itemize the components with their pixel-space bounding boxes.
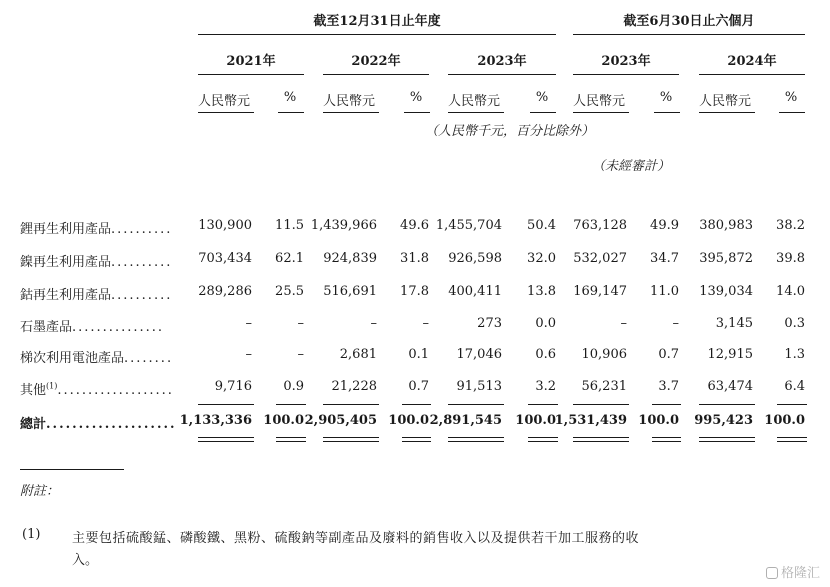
total-double-rule bbox=[699, 437, 755, 438]
note-text-line2: 入。 bbox=[72, 553, 99, 568]
cell-percent: 3.2 bbox=[535, 379, 556, 394]
total-top-rule bbox=[699, 404, 755, 405]
cell-percent: 6.4 bbox=[784, 379, 805, 394]
cell-percent: 39.8 bbox=[776, 251, 805, 266]
total-double-rule bbox=[276, 441, 306, 442]
cell-amount: 924,839 bbox=[323, 251, 377, 266]
year-underline bbox=[448, 74, 556, 75]
unit-underline bbox=[573, 112, 629, 113]
footnote-marker: (1) bbox=[46, 381, 58, 391]
total-top-rule bbox=[198, 404, 254, 405]
year-underline bbox=[699, 74, 805, 75]
unit-underline bbox=[323, 112, 379, 113]
unaudited-note: （未經審計） bbox=[592, 159, 671, 174]
cell-amount: 532,027 bbox=[573, 251, 627, 266]
cell-amount: 273 bbox=[477, 316, 502, 331]
row-label bbox=[20, 347, 173, 366]
total-top-rule bbox=[777, 404, 807, 405]
cell-amount: 3,145 bbox=[715, 316, 753, 331]
total-double-rule bbox=[402, 441, 431, 442]
cell-amount: 12,915 bbox=[707, 347, 753, 362]
year-header-2024-h1: 2024年 bbox=[727, 54, 777, 69]
note-number: (1) bbox=[22, 527, 41, 542]
cell-percent: 0.1 bbox=[408, 347, 429, 362]
leader-dots: .......... bbox=[111, 222, 173, 237]
leader-dots: .................... bbox=[46, 417, 177, 432]
cell-percent: 62.1 bbox=[275, 251, 304, 266]
row-label-text: 石墨產品 bbox=[20, 320, 73, 335]
unit-header-rmb: 人民幣元 bbox=[448, 94, 501, 109]
year-underline bbox=[573, 74, 679, 75]
row-label bbox=[20, 284, 172, 303]
cell-percent: 11.5 bbox=[275, 218, 304, 233]
total-double-rule bbox=[448, 437, 504, 438]
cell-amount: 139,034 bbox=[699, 284, 753, 299]
total-double-rule bbox=[323, 437, 379, 438]
cell-amount: 400,411 bbox=[448, 284, 502, 299]
total-row-label bbox=[20, 413, 177, 432]
cell-amount: – bbox=[620, 316, 627, 331]
cell-amount: 17,046 bbox=[456, 347, 502, 362]
total-double-rule bbox=[402, 437, 431, 438]
total-double-rule bbox=[448, 441, 504, 442]
cell-amount: 9,716 bbox=[214, 379, 252, 394]
unit-underline bbox=[654, 112, 680, 113]
total-double-rule bbox=[198, 441, 254, 442]
cell-percent: 49.6 bbox=[400, 218, 429, 233]
cell-percent: 100.0 bbox=[638, 413, 679, 428]
cell-percent: 31.8 bbox=[400, 251, 429, 266]
cell-amount: – bbox=[245, 347, 252, 362]
unit-header-percent: % bbox=[283, 90, 297, 105]
leader-dots: ............... bbox=[72, 320, 165, 335]
row-label bbox=[20, 379, 174, 398]
leader-dots: ................... bbox=[57, 383, 174, 398]
unit-header-percent: % bbox=[409, 90, 423, 105]
unit-underline bbox=[198, 112, 254, 113]
cell-amount: 2,681 bbox=[339, 347, 377, 362]
cell-percent: 100.0 bbox=[263, 413, 304, 428]
cell-percent: 1.3 bbox=[784, 347, 805, 362]
note-text-line1: 主要包括硫酸錳、磷酸鐵、黑粉、硫酸鈉等副產品及廢料的銷售收入以及提供若干加工服務的收 bbox=[72, 531, 640, 546]
cell-percent: 38.2 bbox=[776, 218, 805, 233]
notes-divider bbox=[20, 469, 124, 470]
cell-percent: 3.7 bbox=[658, 379, 679, 394]
cell-amount: 516,691 bbox=[323, 284, 377, 299]
cell-amount: 56,231 bbox=[581, 379, 627, 394]
total-top-rule bbox=[323, 404, 379, 405]
unit-header-percent: % bbox=[784, 90, 798, 105]
cell-amount: 380,983 bbox=[699, 218, 753, 233]
total-top-rule bbox=[276, 404, 306, 405]
total-double-rule bbox=[276, 437, 306, 438]
cell-amount: 169,147 bbox=[573, 284, 627, 299]
row-label-text: 鈷再生利用產品 bbox=[20, 288, 112, 303]
cell-percent: 49.9 bbox=[650, 218, 679, 233]
unit-underline bbox=[530, 112, 556, 113]
cell-percent: 50.4 bbox=[527, 218, 556, 233]
row-label-text: 其他 bbox=[20, 383, 47, 398]
unit-underline bbox=[779, 112, 805, 113]
row-label-text: 鎳再生利用產品 bbox=[20, 255, 112, 270]
cell-percent: 0.7 bbox=[658, 347, 679, 362]
cell-amount: 2,891,545 bbox=[429, 413, 502, 428]
cell-percent: 25.5 bbox=[275, 284, 304, 299]
unit-header-rmb: 人民幣元 bbox=[198, 94, 251, 109]
row-label bbox=[20, 251, 172, 270]
cell-percent: 11.0 bbox=[650, 284, 679, 299]
total-top-rule bbox=[528, 404, 558, 405]
total-double-rule bbox=[777, 441, 807, 442]
cell-percent: – bbox=[297, 316, 304, 331]
cell-percent: 14.0 bbox=[776, 284, 805, 299]
cell-percent: 100.0 bbox=[388, 413, 429, 428]
cell-amount: 1,133,336 bbox=[179, 413, 252, 428]
total-top-rule bbox=[402, 404, 431, 405]
watermark-logo-icon bbox=[766, 567, 778, 579]
total-double-rule bbox=[573, 437, 629, 438]
total-double-rule bbox=[652, 437, 681, 438]
group-underline-six-months bbox=[573, 34, 805, 35]
leader-dots: .......... bbox=[111, 288, 173, 303]
total-top-rule bbox=[448, 404, 504, 405]
total-top-rule bbox=[652, 404, 681, 405]
total-double-rule bbox=[652, 441, 681, 442]
cell-amount: 10,906 bbox=[581, 347, 627, 362]
total-double-rule bbox=[699, 441, 755, 442]
total-double-rule bbox=[323, 441, 379, 442]
leader-dots: .......... bbox=[111, 255, 173, 270]
leader-dots: ........ bbox=[124, 351, 174, 366]
cell-amount: 91,513 bbox=[456, 379, 502, 394]
cell-percent: 17.8 bbox=[400, 284, 429, 299]
cell-amount: 995,423 bbox=[694, 413, 753, 428]
watermark-text: 格隆汇 bbox=[780, 566, 820, 581]
year-header-2022: 2022年 bbox=[351, 54, 401, 69]
unit-header-percent: % bbox=[535, 90, 549, 105]
row-label-text: 總計 bbox=[20, 417, 47, 432]
unit-underline bbox=[404, 112, 430, 113]
row-label-text: 鋰再生利用產品 bbox=[20, 222, 112, 237]
cell-amount: 1,455,704 bbox=[435, 218, 502, 233]
group-header-annual: 截至12月31日止年度 bbox=[313, 14, 441, 29]
total-top-rule bbox=[573, 404, 629, 405]
unit-underline bbox=[699, 112, 755, 113]
cell-percent: 0.7 bbox=[408, 379, 429, 394]
year-underline bbox=[323, 74, 429, 75]
year-header-2023-h1: 2023年 bbox=[601, 54, 651, 69]
cell-amount: – bbox=[245, 316, 252, 331]
cell-amount: 703,434 bbox=[198, 251, 252, 266]
unit-underline bbox=[448, 112, 504, 113]
total-double-rule bbox=[573, 441, 629, 442]
unit-header-rmb: 人民幣元 bbox=[699, 94, 752, 109]
cell-amount: 763,128 bbox=[573, 218, 627, 233]
total-double-rule bbox=[777, 437, 807, 438]
cell-amount: – bbox=[370, 316, 377, 331]
unit-header-percent: % bbox=[659, 90, 673, 105]
unit-header-rmb: 人民幣元 bbox=[323, 94, 376, 109]
total-double-rule bbox=[528, 441, 558, 442]
unit-underline bbox=[278, 112, 304, 113]
row-label bbox=[20, 316, 164, 335]
row-label bbox=[20, 218, 172, 237]
cell-percent: 100.0 bbox=[515, 413, 556, 428]
cell-percent: 13.8 bbox=[527, 284, 556, 299]
year-underline bbox=[198, 74, 304, 75]
cell-amount: 130,900 bbox=[198, 218, 252, 233]
year-header-2021: 2021年 bbox=[226, 54, 276, 69]
cell-amount: 63,474 bbox=[707, 379, 753, 394]
cell-percent: – bbox=[297, 347, 304, 362]
cell-amount: 289,286 bbox=[198, 284, 252, 299]
watermark bbox=[766, 562, 820, 581]
cell-percent: 0.0 bbox=[535, 316, 556, 331]
total-double-rule bbox=[528, 437, 558, 438]
cell-percent: – bbox=[672, 316, 679, 331]
cell-percent: 0.3 bbox=[784, 316, 805, 331]
row-label-text: 梯次利用電池產品 bbox=[20, 351, 125, 366]
notes-heading: 附註： bbox=[20, 484, 60, 499]
cell-amount: 2,905,405 bbox=[304, 413, 377, 428]
cell-amount: 1,439,966 bbox=[310, 218, 377, 233]
cell-amount: 21,228 bbox=[331, 379, 377, 394]
cell-amount: 395,872 bbox=[699, 251, 753, 266]
year-header-2023: 2023年 bbox=[477, 54, 527, 69]
unit-note: （人民幣千元，百分比除外） bbox=[425, 124, 595, 139]
cell-amount: 926,598 bbox=[448, 251, 502, 266]
cell-percent: 0.9 bbox=[283, 379, 304, 394]
group-underline-annual bbox=[198, 34, 556, 35]
cell-percent: 32.0 bbox=[527, 251, 556, 266]
total-double-rule bbox=[198, 437, 254, 438]
cell-percent: – bbox=[422, 316, 429, 331]
cell-percent: 0.6 bbox=[535, 347, 556, 362]
cell-amount: 1,531,439 bbox=[554, 413, 627, 428]
cell-percent: 100.0 bbox=[764, 413, 805, 428]
cell-percent: 34.7 bbox=[650, 251, 679, 266]
unit-header-rmb: 人民幣元 bbox=[573, 94, 626, 109]
group-header-six-months: 截至6月30日止六個月 bbox=[623, 14, 755, 29]
